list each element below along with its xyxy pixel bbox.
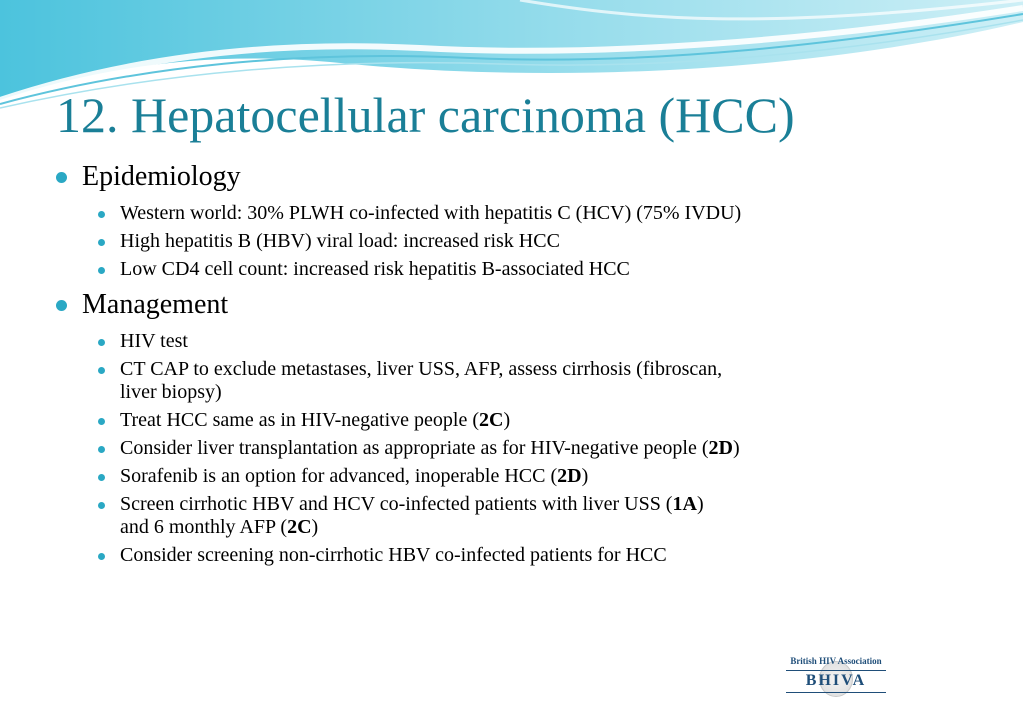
bullet-item [120,465,588,488]
bullet-item [120,409,510,432]
bullet-item [120,258,630,281]
bullet-text: ) [503,409,511,431]
bullet-item-continuation [120,381,222,404]
bullet-text: ) [311,516,319,538]
logo-name: BHIVA [805,672,867,689]
bullet-dot-icon [56,300,67,311]
bullet-text: and 6 monthly AFP ( [120,516,288,538]
bullet-text: Sorafenib is an option for advanced, inoperable HCC ( [120,465,558,487]
bullet-dot-icon [98,367,105,374]
bullet-text: Treat HCC same as in HIV-negative people ( [120,409,480,431]
logo-rule-bottom [786,692,886,693]
evidence-grade: 2D [557,465,582,487]
section-heading-text: Management [82,289,229,320]
bullet-dot-icon [98,267,105,274]
bullet-text: Western world: 30% PLWH co-infected with hepatitis C (HCV) (75% IVDU) [120,202,742,224]
bullet-text: ) [732,437,740,459]
bullet-item [120,544,667,567]
section-heading [82,160,241,194]
bullet-text: Consider liver transplantation as appropriate as for HIV-negative people ( [120,437,709,459]
bullet-text: CT CAP to exclude metastases, liver USS, AFP, assess cirrhosis (fibroscan, [120,358,723,380]
bullet-text: Consider screening non-cirrhotic HBV co-infected patients for HCC [120,544,667,566]
bullet-item [120,330,188,353]
section-heading-text: Epidemiology [82,161,241,192]
bullet-dot-icon [98,446,105,453]
bullet-text: ) [696,493,704,515]
bullet-text: liver biopsy) [120,381,222,403]
evidence-grade: 2C [287,516,312,538]
bullet-text: Screen cirrhotic HBV and HCV co-infected patients with liver USS ( [120,493,673,515]
bullet-item-continuation [120,516,318,539]
bullet-dot-icon [98,502,105,509]
bullet-item [120,437,740,460]
evidence-grade: 1A [672,493,697,515]
bullet-item [120,358,722,381]
bullet-item [120,202,741,225]
evidence-grade: 2C [479,409,504,431]
logo-rule [786,670,886,671]
bullet-dot-icon [98,553,105,560]
bullet-dot-icon [98,211,105,218]
bullet-dot-icon [98,474,105,481]
bhiva-logo [784,656,888,696]
section-heading [82,288,228,322]
bullet-text: ) [581,465,589,487]
bullet-dot-icon [98,418,105,425]
bullet-dot-icon [56,172,67,183]
bullet-text: High hepatitis B (HBV) viral load: increased risk HCC [120,230,560,252]
bullet-item [120,230,560,253]
slide-title: 12. Hepatocellular carcinoma (HCC) [56,87,795,143]
bullet-text: HIV test [120,330,188,352]
bullet-text: Low CD4 cell count: increased risk hepatitis B-associated HCC [120,258,630,280]
logo-association-text: British HIV Association [790,656,882,666]
bullet-dot-icon [98,239,105,246]
bullet-item [120,493,704,516]
evidence-grade: 2D [708,437,733,459]
bullet-dot-icon [98,339,105,346]
